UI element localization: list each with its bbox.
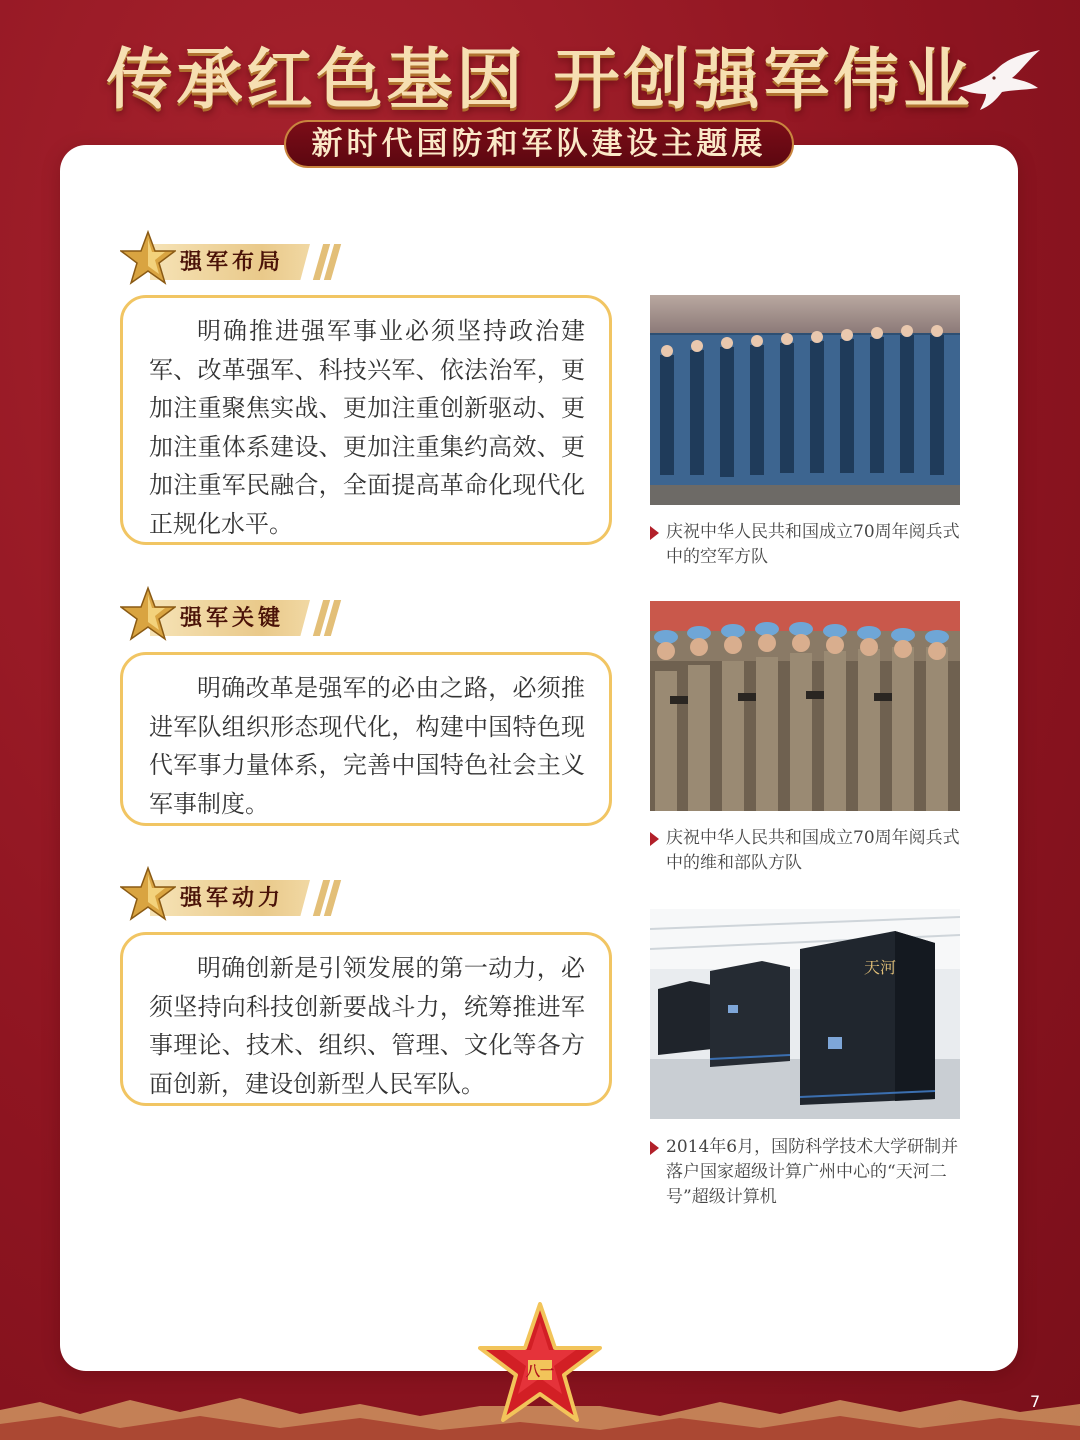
section-text-box-2: 明确改革是强军的必由之路，必须推进军队组织形态现代化，构建中国特色现代军事力量体系，完善中国特色社会主义军事制度。 [120, 652, 612, 826]
caption-triangle-icon [650, 526, 659, 540]
dove-icon [950, 48, 1045, 118]
section-heading-label: 强军关键 [180, 605, 285, 631]
photo-caption-text: 庆祝中华人民共和国成立70周年阅兵式中的维和部队方队 [666, 828, 960, 873]
emblem-text: 八一 [526, 1364, 554, 1380]
supercomputer-label: 天河 [864, 958, 897, 977]
section-text-box-1: 明确推进强军事业必须坚持政治建军、改革强军、科技兴军、依法治军，更加注重聚焦实战、更加注重创新驱动、更加注重体系建设、更加注重集约高效、更加注重军民融合，全面提高革命化现代化正规化水平。 [120, 295, 612, 545]
subtitle-banner: 新时代国防和军队建设主题展 [284, 120, 794, 168]
photo-tianhe-supercomputer [650, 909, 960, 1119]
gold-star-icon [120, 866, 176, 922]
photo-caption-text: 庆祝中华人民共和国成立70周年阅兵式中的空军方队 [666, 522, 960, 567]
section-heading-2 [120, 586, 330, 642]
section-text-box-3: 明确创新是引领发展的第一动力，必须坚持向科技创新要战斗力，统筹推进军事理论、技术、组织、管理、文化等各方面创新，建设创新型人民军队。 [120, 932, 612, 1106]
gold-star-icon [120, 586, 176, 642]
photo-caption-3 [650, 1135, 962, 1210]
section-heading-label: 强军动力 [180, 885, 285, 911]
caption-triangle-icon [650, 1141, 659, 1155]
photo-peacekeeping-parade [650, 601, 960, 811]
photo-air-force-parade [650, 295, 960, 505]
gold-star-icon [120, 230, 176, 286]
photo-caption-text: 2014年6月，国防科学技术大学研制并落户国家超级计算广州中心的“天河二号”超级计算机 [666, 1137, 959, 1207]
page-number: 7 [1030, 1392, 1041, 1411]
section-heading-label: 强军布局 [180, 249, 285, 275]
section-heading-3 [120, 866, 330, 922]
photo-caption-1 [650, 520, 962, 570]
army-star-emblem-icon [478, 1302, 602, 1426]
photo-caption-2 [650, 826, 962, 876]
page-title: 传承红色基因 开创强军伟业 [106, 41, 974, 118]
caption-triangle-icon [650, 832, 659, 846]
section-heading-1 [120, 230, 330, 286]
